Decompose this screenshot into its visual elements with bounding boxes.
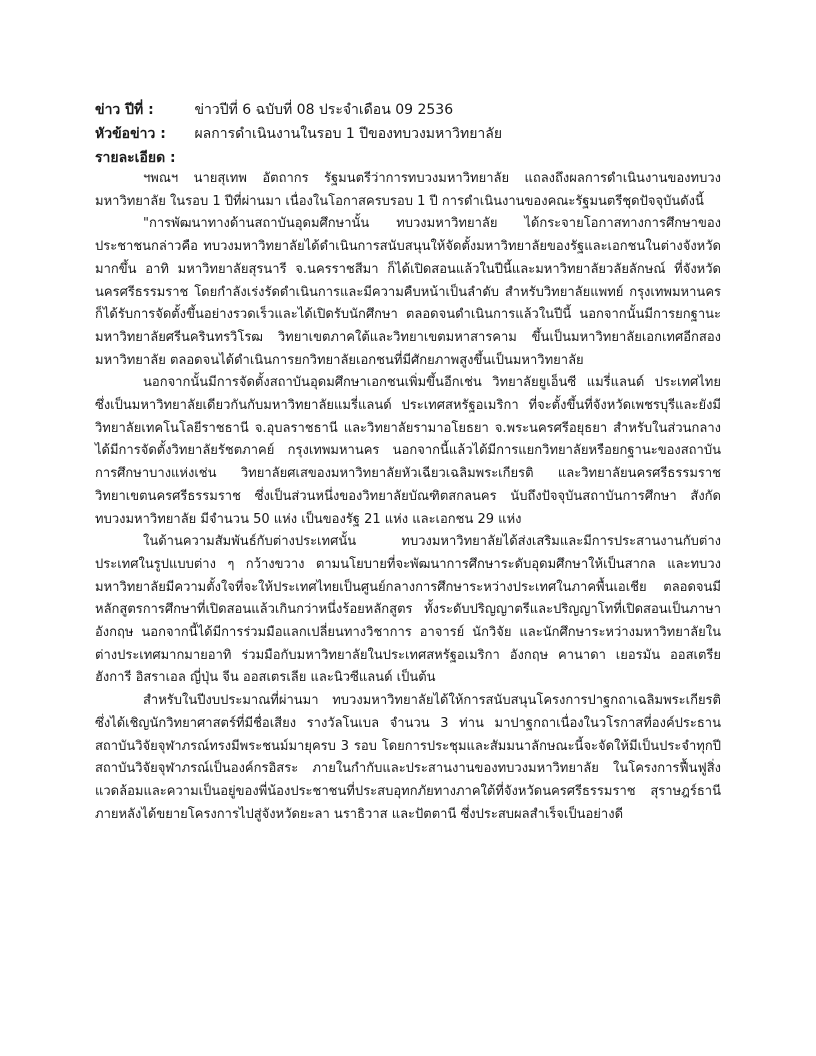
detail-label: รายละเอียด : bbox=[95, 150, 176, 166]
topic-row bbox=[95, 124, 502, 144]
paragraph-3: นอกจากนั้นมีการจัดตั้งสถาบันอุดมศึกษาเอกชนเพิ่มขึ้นอีกเช่น วิทยาลัยยูเอ็นซี แมรี่แลนด์ ประเทศไทย ซึ่งเป็นมหาวิทยาลัยเดียวกันกับมหาวิทยาลัยแมรี่แลนด์ ประเทศสหรัฐอเมริกา ที่จะตั้งขึ้นที่จังหวัดเพชรบุรีและยังมีวิทยาลัยเทคโนโลยีราชธานี จ.อุบลราชธานี และวิทยาลัยรามาอโยธยา จ.พระนครศรีอยุธยา สำหรับในส่วนกลางได้มีการจัดตั้งวิทยาลัยรัชตภาคย์ กรุงเทพมหานคร นอกจากนี้แล้วได้มีการแยกวิทยาลัยหรือยกฐานะของสถาบันการศึกษาบางแห่งเช่น วิทยาลัยศเสของมหาวิทยาลัยหัวเฉียวเฉลิมพระเกียรติ และวิทยาลัยนครศรีธรรมราช วิทยาเขตนครศรีธรรมราช ซึ่งเป็นส่วนหนึ่งของวิทยาลัยบัณฑิตสกลนคร นับถึงปัจจุบันสถาบันการศึกษา สังกัดทบวงมหาวิทยาลัย มีจำนวน 50 แห่ง เป็นของรัฐ 21 แห่ง และเอกชน 29 แห่ง bbox=[95, 375, 721, 527]
issue-row bbox=[95, 100, 453, 120]
paragraph-1: ฯพณฯ นายสุเทพ อัตถากร รัฐมนตรีว่าการทบวงมหาวิทยาลัย แถลงถึงผลการดำเนินงานของทบวงมหาวิทยาลัย ในรอบ 1 ปีที่ผ่านมา เนื่องในโอกาสครบรอบ 1 ปี การดำเนินงานของคณะรัฐมนตรีชุดปัจจุบันดังนี้ bbox=[95, 171, 721, 209]
article-body bbox=[95, 168, 721, 826]
topic-label: หัวข้อข่าว : bbox=[95, 126, 166, 142]
topic-value: ผลการดำเนินงานในรอบ 1 ปีของทบวงมหาวิทยาลัย bbox=[194, 126, 503, 142]
detail-row bbox=[95, 148, 190, 168]
paragraph-4: ในด้านความสัมพันธ์กับต่างประเทศนั้น ทบวงมหาวิทยาลัยได้ส่งเสริมและมีการประสานงานกับต่างประเทศในรูปแบบต่าง ๆ กว้างขวาง ตามนโยบายที่จะพัฒนาการศึกษาระดับอุดมศึกษาให้เป็นสากล และทบวงมหาวิทยาลัยมีความตั้งใจที่จะให้ประเทศไทยเป็นศูนย์กลางการศึกษาระหว่างประเทศในภาคพื้นเอเชีย ตลอดจนมีหลักสูตรการศึกษาที่เปิดสอนแล้วเกินกว่าหนึ่งร้อยหลักสูตร ทั้งระดับปริญญาตรีและปริญญาโทที่เปิดสอนเป็นภาษาอังกฤษ นอกจากนี้ได้มีการร่วมมือแลกเปลี่ยนทางวิชาการ อาจารย์ นักวิจัย และนักศึกษาระหว่างมหาวิทยาลัยในต่างประเทศมากมายอาทิ ร่วมมือกับมหาวิทยาลัยในประเทศสหรัฐอเมริกา อังกฤษ คานาดา เยอรมัน ออสเตรีย ฮังการี อิสราเอล ญี่ปุ่น จีน ออสเตรเลีย และนิวซีแลนด์ เป็นต้น bbox=[95, 534, 721, 686]
paragraph-5: สำหรับในปีงบประมาณที่ผ่านมา ทบวงมหาวิทยาลัยได้ให้การสนับสนุนโครงการปาฐกถาเฉลิมพระเกียรติ ซึ่งได้เชิญนักวิทยาศาสตร์ที่มีชื่อเสียง รางวัลโนเบล จำนวน 3 ท่าน มาปาฐกถาเนื่องในวโรกาสที่องค์ประธานสถาบันวิจัยจุฬาภรณ์ทรงมีพระชนม์มายุครบ 3 รอบ โดยการประชุมและสัมมนาลักษณะนี้จะจัดให้มีเป็นประจำทุกปี สถาบันวิจัยจุฬาภรณ์เป็นองค์กรอิสระ ภายในกำกับและประสานงานของทบวงมหาวิทยาลัย ในโครงการฟื้นฟูสิ่งแวดล้อมและความเป็นอยู่ของพี่น้องประชาชนที่ประสบอุทกภัยทางภาคใต้ที่จังหวัดนครศรีธรรมราช สุราษฎร์ธานี ภายหลังได้ขยายโครงการไปสู่จังหวัดยะลา นราธิวาส และปัตตานี ซึ่งประสบผลสำเร็จเป็นอย่างดี bbox=[95, 693, 721, 822]
paragraph-2: "การพัฒนาทางด้านสถาบันอุดมศึกษานั้น ทบวงมหาวิทยาลัย ได้กระจายโอกาสทางการศึกษาของประชาชนกล่าวคือ ทบวงมหาวิทยาลัยได้ดำเนินการสนับสนุนให้จัดตั้งมหาวิทยาลัยของรัฐและเอกชนในต่างจังหวัดมากขึ้น อาทิ มหาวิทยาลัยสุรนารี จ.นครราชสีมา ก็ได้เปิดสอนแล้วในปีนี้และมหาวิทยาลัยวลัยลักษณ์ ที่จังหวัดนครศรีธรรมราช โดยกำลังเร่งรัดดำเนินการและมีความคืบหน้าเป็นลำดับ สำหรับวิทยาลัยแพทย์ กรุงเทพมหานคร ก็ได้รับการจัดตั้งขึ้นอย่างรวดเร็วและได้เปิดรับนักศึกษา ตลอดจนดำเนินการแล้วในปีนี้ นอกจากนั้นมีการยกฐานะ มหาวิทยาลัยศรีนครินทรวิโรฒ วิทยาเขตภาคใต้และวิทยาเขตมหาสารคาม ขึ้นเป็นมหาวิทยาลัยเอกเทศอีกสองมหาวิทยาลัย ตลอดจนได้ดำเนินการยกวิทยาลัยเอกชนที่มีศักยภาพสูงขึ้นเป็นมหาวิทยาลัย bbox=[95, 216, 721, 368]
issue-value: ข่าวปีที่ 6 ฉบับที่ 08 ประจำเดือน 09 2536 bbox=[194, 102, 454, 118]
issue-label: ข่าว ปีที่ : bbox=[95, 102, 154, 118]
